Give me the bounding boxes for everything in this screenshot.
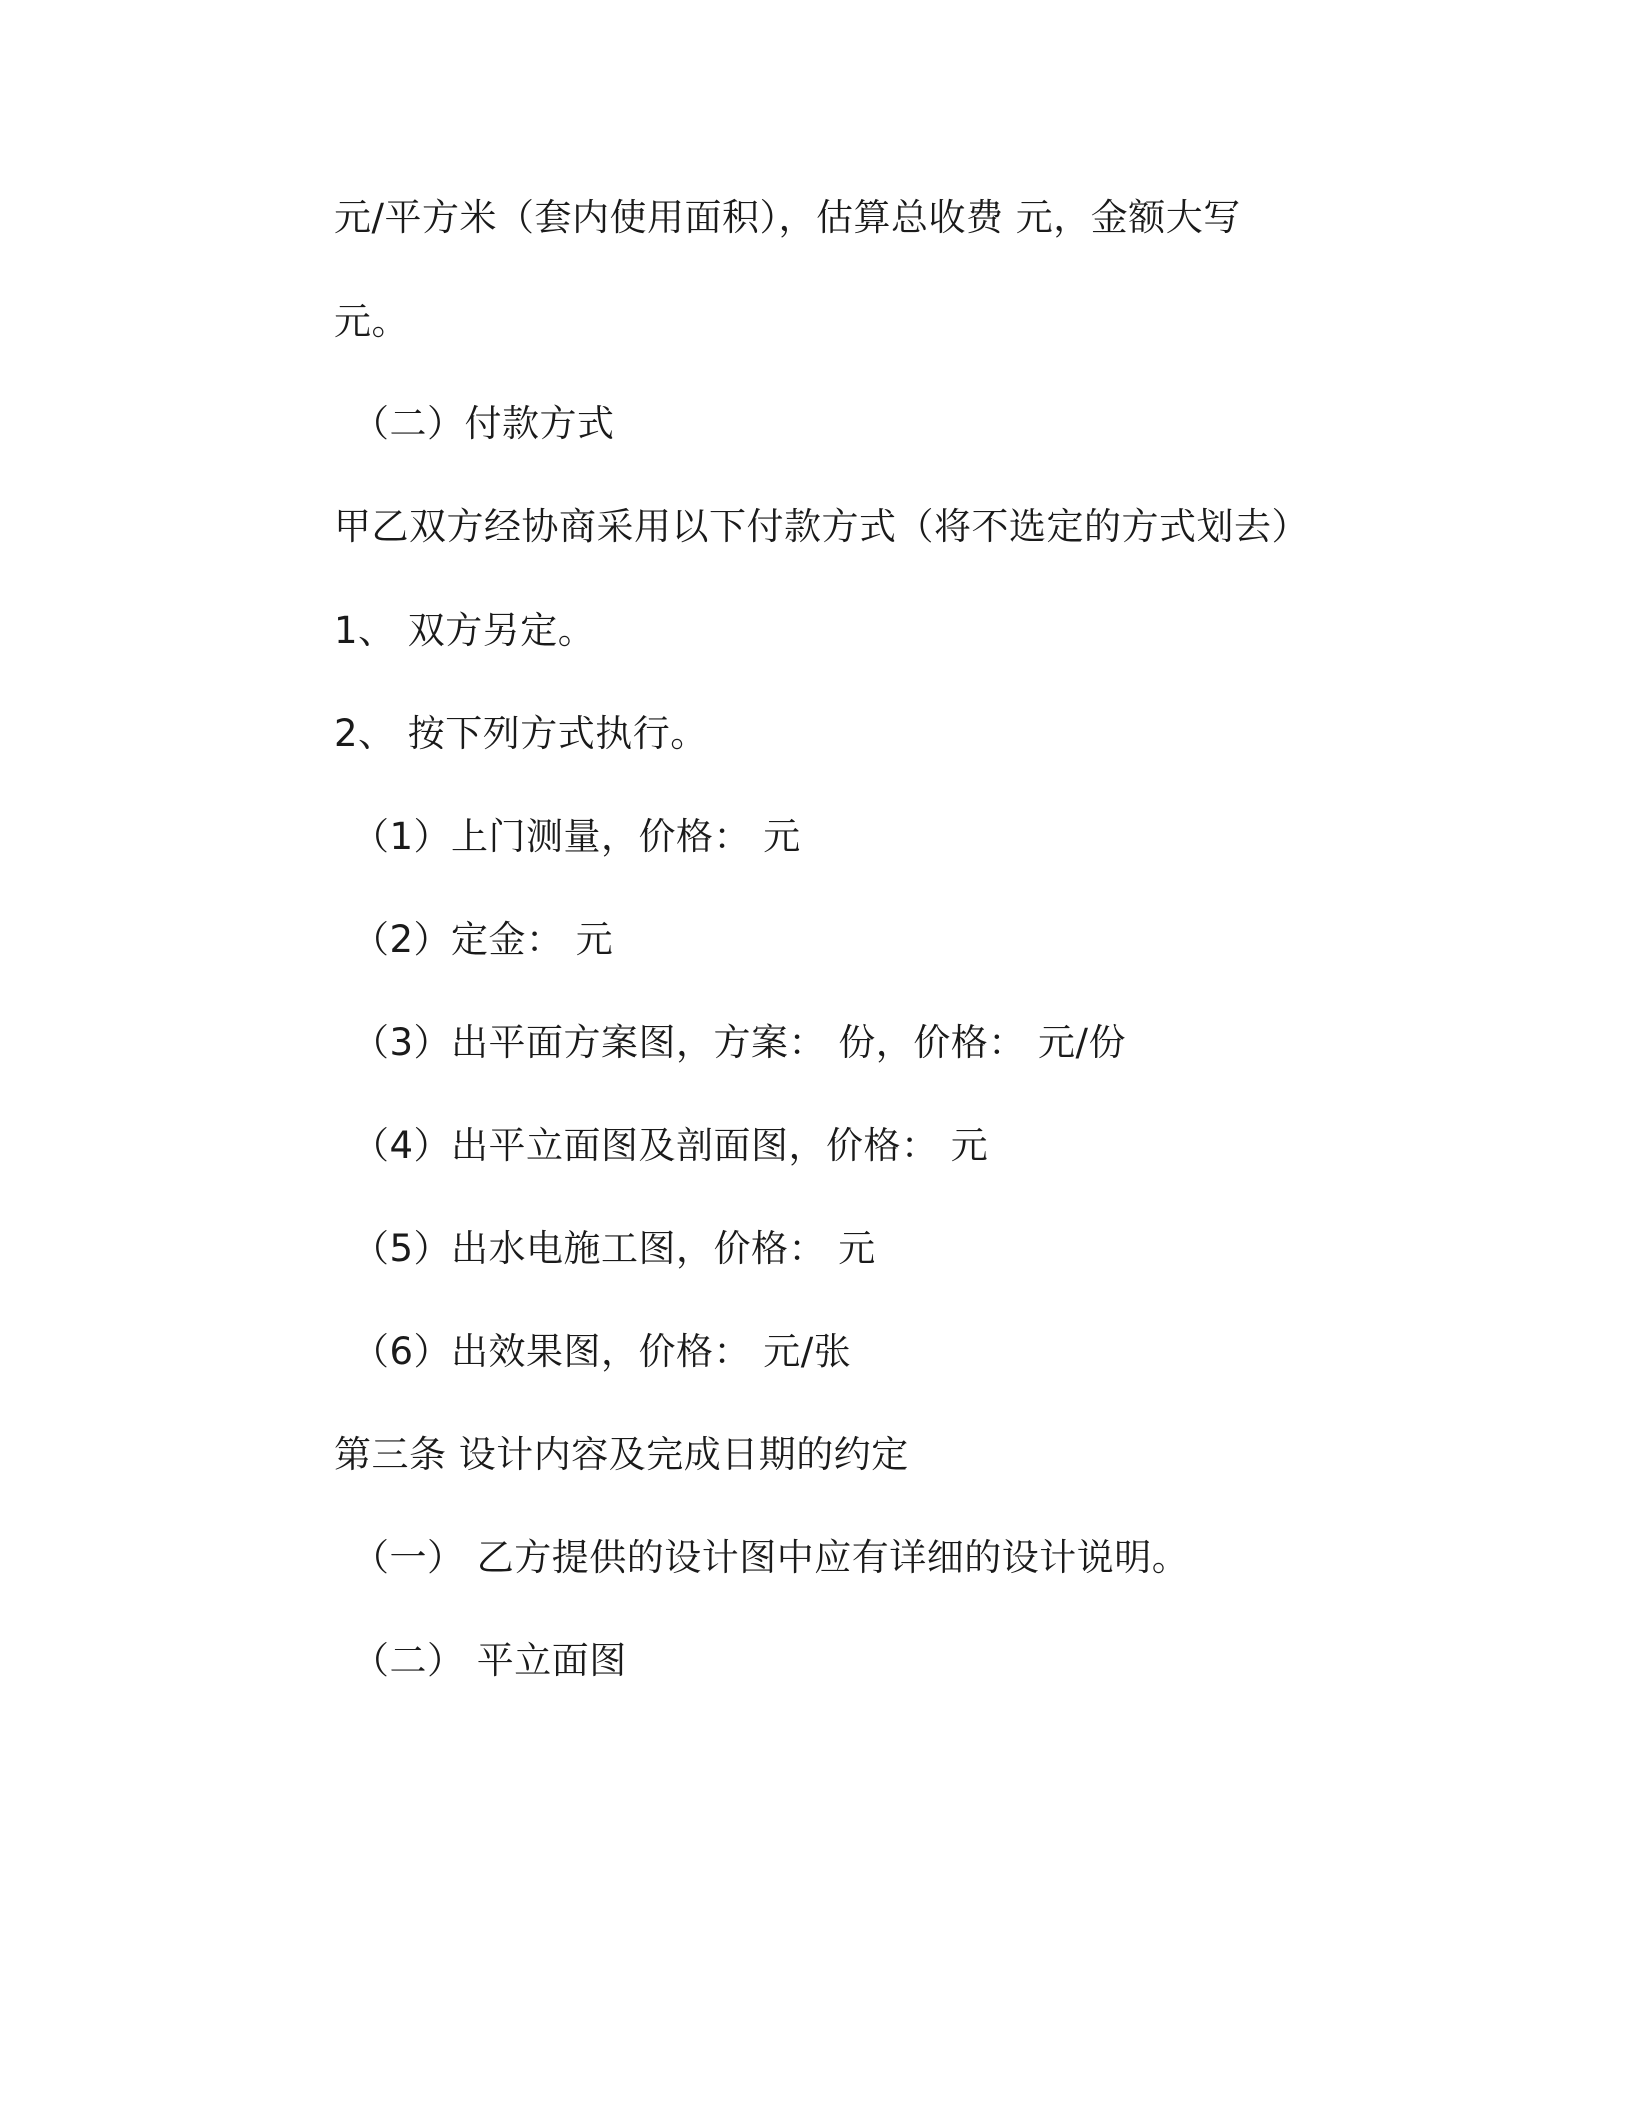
fee-line-continued: 元。 [334,300,409,343]
sub-item-5: （5）出水电施工图，价格： 元 [352,1227,876,1270]
fee-line: 元/平方米（套内使用面积），估算总收费 元，金额大写 [334,196,1241,239]
section-heading-payment: （二）付款方式 [352,402,615,445]
sub-item-3: （3）出平面方案图，方案： 份，价格： 元/份 [352,1021,1127,1064]
paragraph-payment-intro: 甲乙双方经协商采用以下付款方式（将不选定的方式划去） [334,505,1309,548]
sub-item-2: （2）定金： 元 [352,918,614,961]
sub-item-6: （6）出效果图，价格： 元/张 [352,1330,852,1373]
list-item-1: 1、 双方另定。 [334,609,596,652]
article-three-heading: 第三条 设计内容及完成日期的约定 [334,1433,909,1476]
sub-item-4: （4）出平立面图及剖面图，价格： 元 [352,1124,989,1167]
article-three-item-2: （二） 平立面图 [352,1639,627,1682]
list-item-2: 2、 按下列方式执行。 [334,712,708,755]
sub-item-1: （1）上门测量，价格： 元 [352,815,801,858]
article-three-item-1: （一） 乙方提供的设计图中应有详细的设计说明。 [352,1536,1190,1579]
